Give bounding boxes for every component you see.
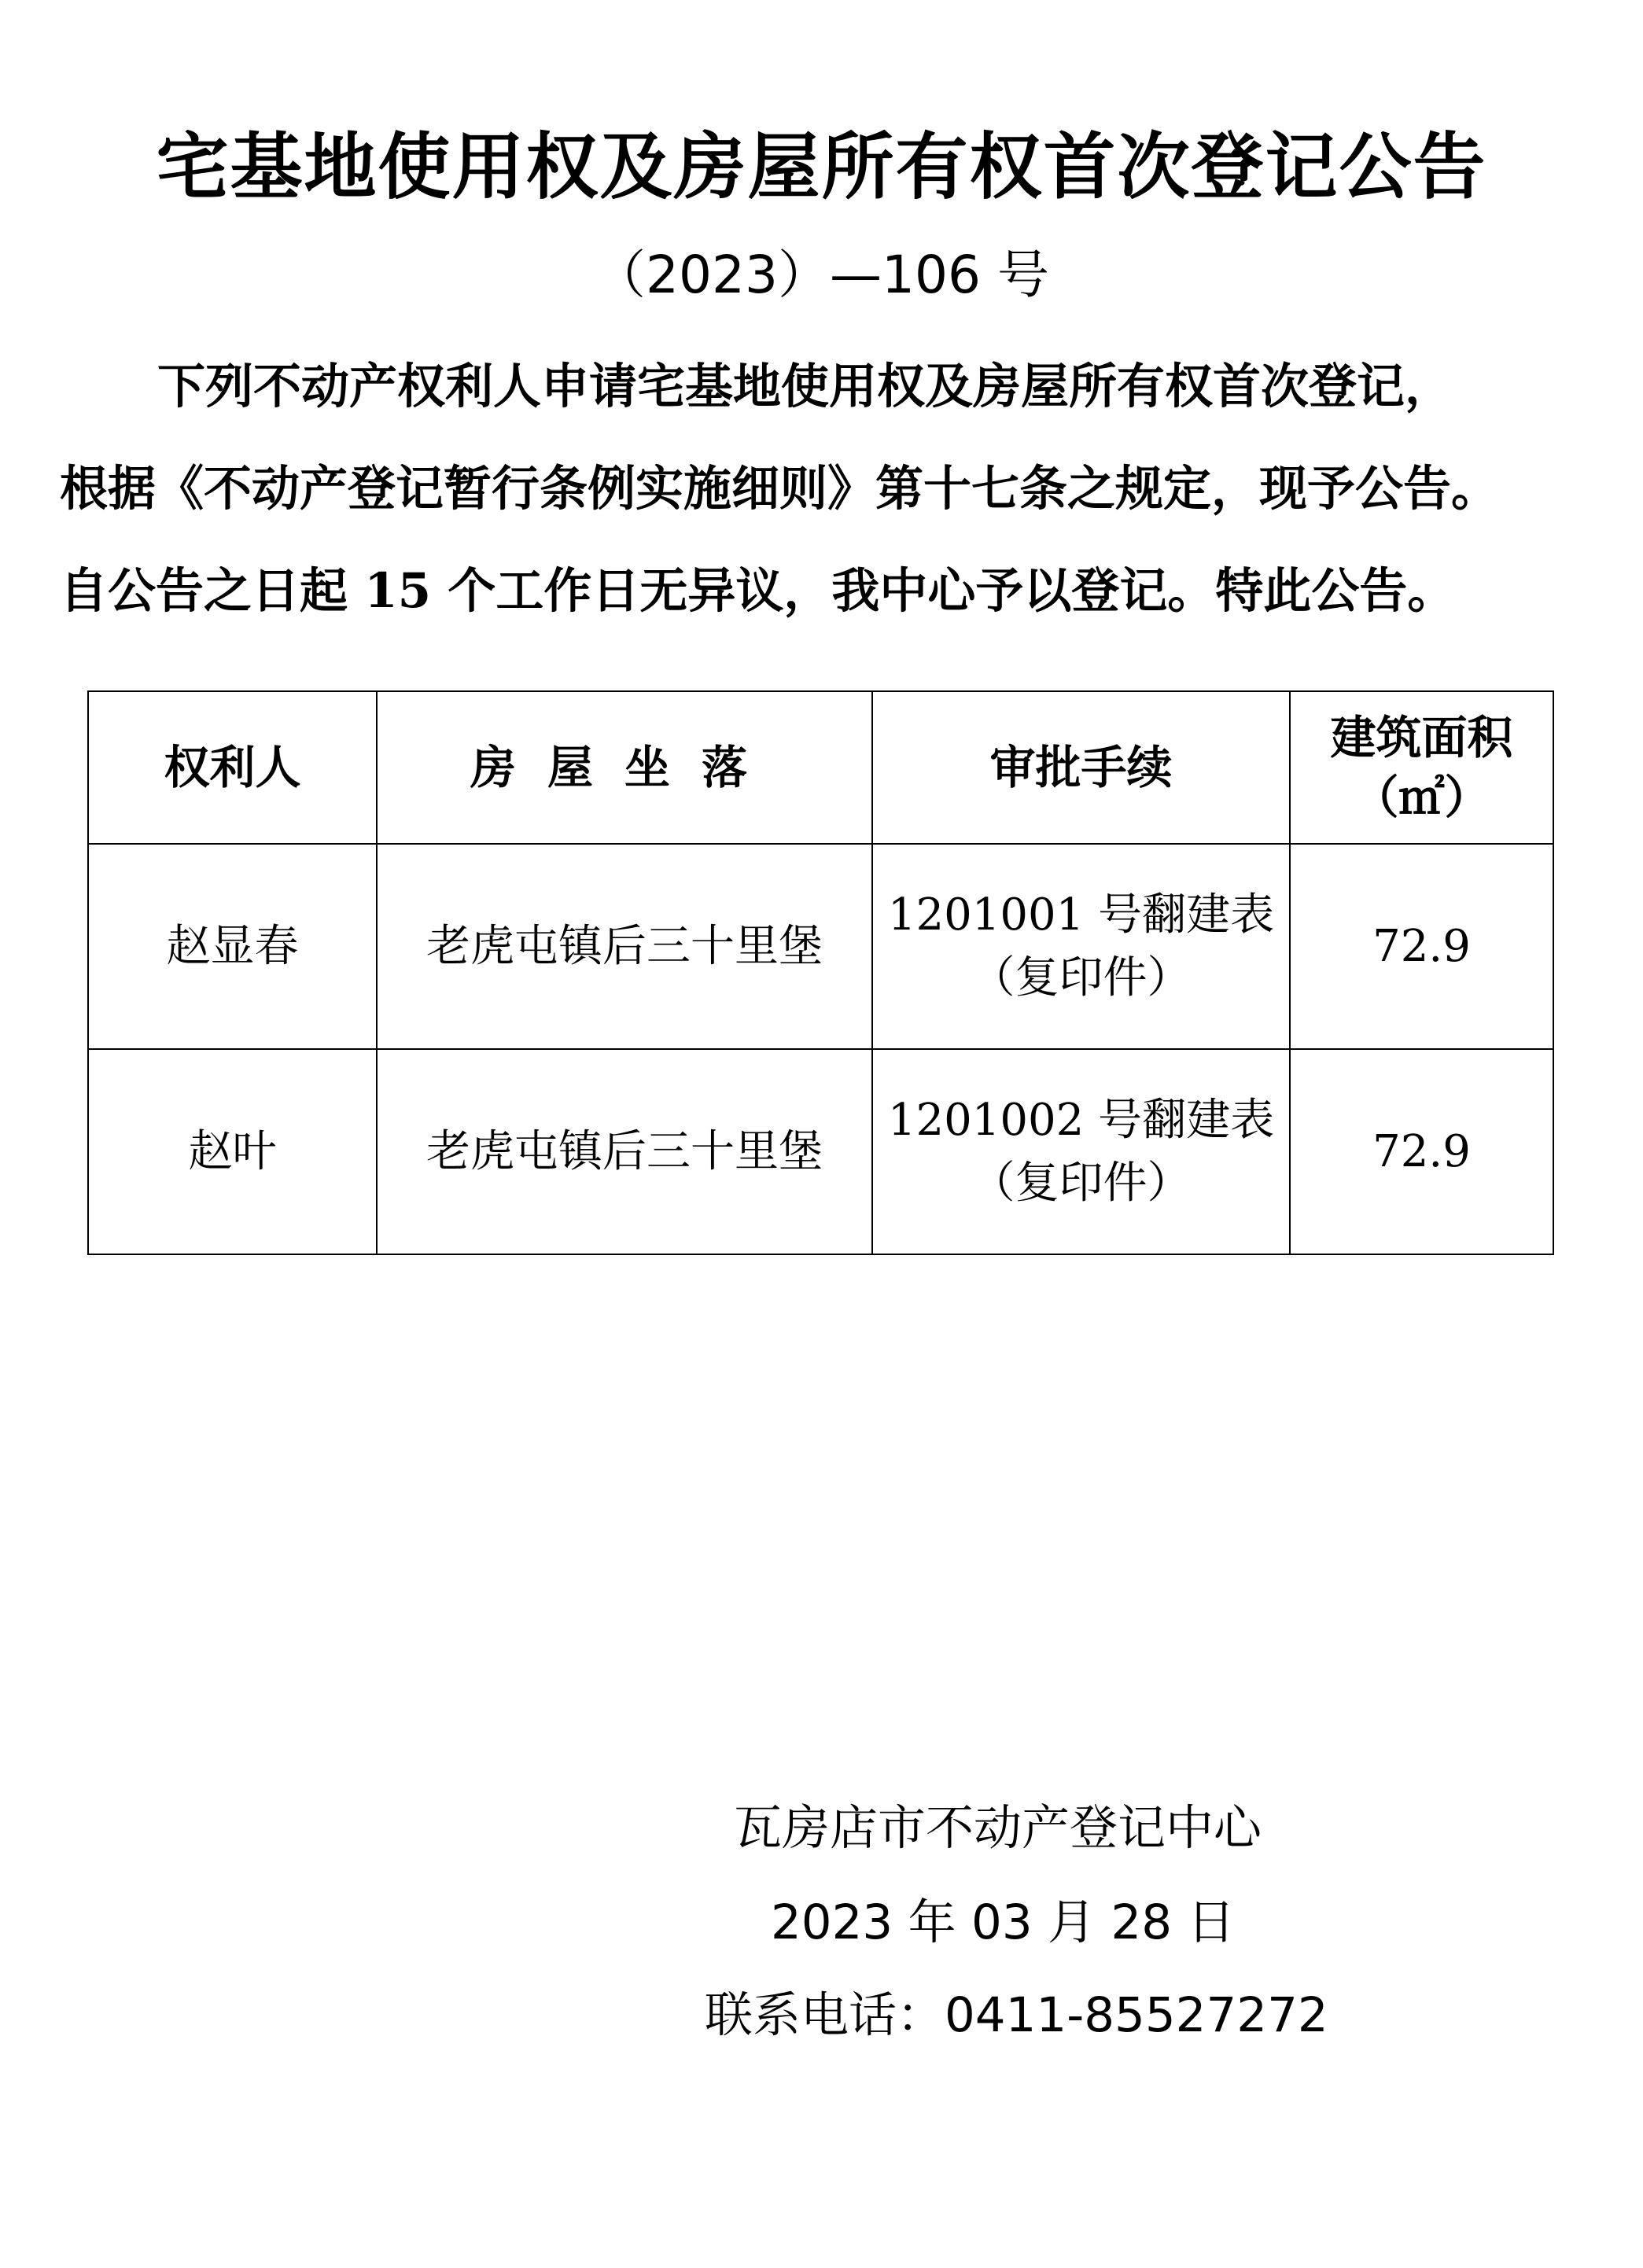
header-area-label: 建筑面积	[1330, 711, 1513, 764]
cell-owner: 赵叶	[88, 1049, 377, 1254]
notice-paragraph-line-1: 下列不动产权利人申请宅基地使用权及房屋所有权首次登记，	[157, 359, 1453, 414]
issuing-organization: 瓦房店市不动产登记中心	[734, 1800, 1262, 1856]
cell-approval-form: 1201001 号翻建表	[887, 889, 1275, 941]
header-location	[377, 691, 872, 844]
cell-approval	[872, 844, 1290, 1049]
cell-approval-note: （复印件）	[971, 952, 1192, 1003]
header-owner: 权利人	[88, 691, 377, 844]
cell-area: 72.9	[1290, 1049, 1553, 1254]
cell-owner: 赵显春	[88, 844, 377, 1049]
notice-paragraph-line-2: 根据《不动产登记暂行条例实施细则》第十七条之规定，现予公告。	[60, 461, 1500, 517]
page-title: 宅基地使用权及房屋所有权首次登记公告	[156, 125, 1487, 209]
notice-paragraph-line-3: 自公告之日起 15 个工作日无异议，我中心予以登记。特此公告。	[60, 563, 1456, 619]
contact-phone: 联系电话：0411-85527272	[705, 1987, 1328, 2043]
cell-approval-note: （复印件）	[971, 1157, 1192, 1209]
table-header-row	[88, 691, 1553, 844]
cell-location: 老虎屯镇后三十里堡	[377, 1049, 872, 1254]
table-row	[88, 1049, 1553, 1254]
table-row	[88, 844, 1553, 1049]
cell-location: 老虎屯镇后三十里堡	[377, 844, 872, 1049]
header-area	[1290, 691, 1553, 844]
header-area-unit: （㎡）	[1353, 771, 1490, 824]
header-location-label: 房屋坐落	[470, 741, 779, 794]
issue-date: 2023 年 03 月 28 日	[771, 1894, 1236, 1950]
cell-approval-form: 1201002 号翻建表	[887, 1094, 1275, 1146]
cell-area: 72.9	[1290, 844, 1553, 1049]
registration-table	[87, 690, 1554, 1255]
document-number: （2023）—106 号	[594, 245, 1049, 305]
cell-approval	[872, 1049, 1290, 1254]
header-approval: 审批手续	[872, 691, 1290, 844]
